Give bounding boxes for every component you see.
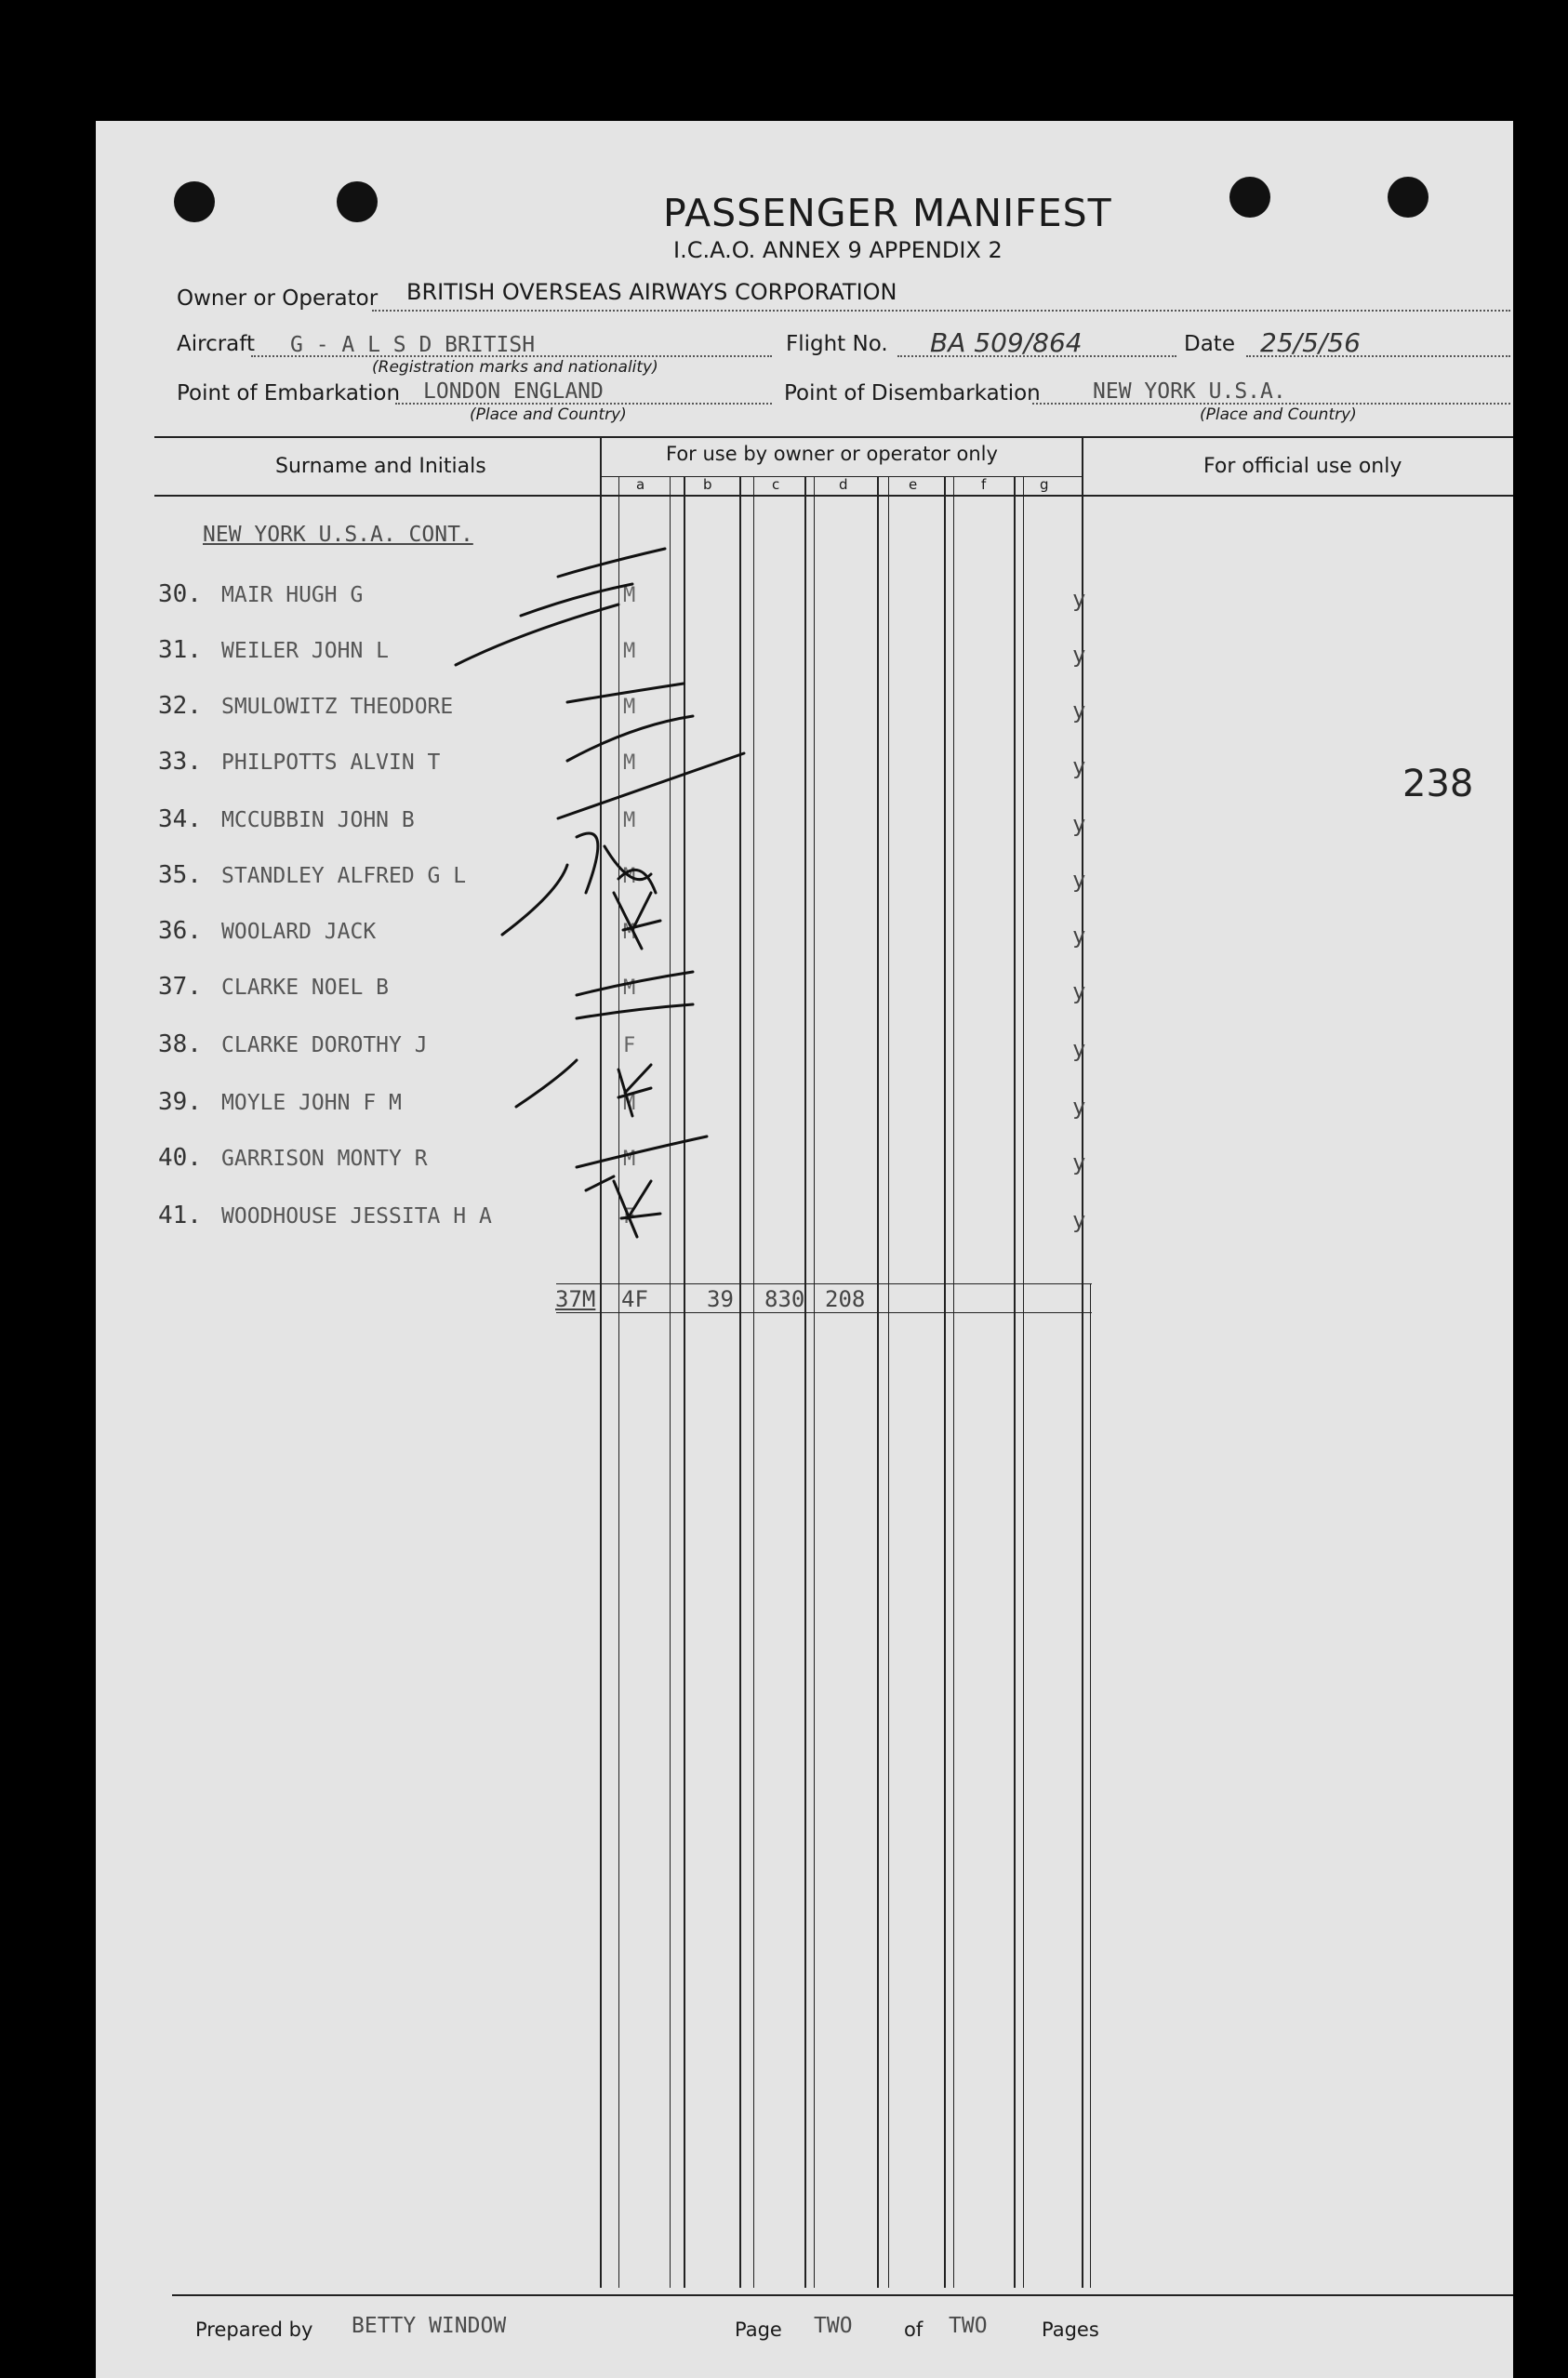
- totals-bottom-rule: [556, 1312, 1092, 1313]
- row-number: 33.: [158, 748, 202, 776]
- passenger-sex: M: [623, 1148, 636, 1171]
- passenger-sex: F: [623, 1205, 636, 1229]
- document-title: PASSENGER MANIFEST: [663, 191, 1112, 235]
- column-g-mark: y: [1072, 923, 1086, 949]
- subcol-e: e: [909, 476, 918, 493]
- passenger-name: WOOLARD JACK: [221, 920, 377, 944]
- passenger-name: CLARKE DOROTHY J: [221, 1033, 428, 1057]
- subcol-c: c: [772, 476, 780, 493]
- total-b: 39: [707, 1286, 734, 1312]
- prepared-value: BETTY WINDOW: [352, 2314, 507, 2338]
- col-surname-header: Surname and Initials: [275, 455, 486, 478]
- passenger-name: MAIR HUGH G: [221, 583, 364, 607]
- passenger-sex: M: [623, 640, 636, 663]
- row-number: 34.: [158, 805, 202, 833]
- passenger-name: WEILER JOHN L: [221, 639, 390, 663]
- passenger-name: PHILPOTTS ALVIN T: [221, 751, 441, 775]
- total-c: 830: [764, 1286, 805, 1312]
- subcol-a: a: [636, 476, 645, 493]
- column-g-mark: y: [1072, 867, 1086, 893]
- passenger-name: CLARKE NOEL B: [221, 976, 390, 1000]
- col-official-header: For official use only: [1203, 455, 1402, 478]
- owner-label: Owner or Operator: [177, 286, 379, 311]
- row-number: 31.: [158, 636, 202, 664]
- passenger-name: MCCUBBIN JOHN B: [221, 808, 415, 832]
- flight-value: BA 509/864: [930, 327, 1083, 358]
- pages-label: Pages: [1042, 2318, 1099, 2341]
- aircraft-value: G - A L S D BRITISH: [290, 333, 536, 357]
- footer-rule: [172, 2294, 1513, 2296]
- passenger-name: STANDLEY ALFRED G L: [221, 864, 467, 888]
- disembark-value: NEW YORK U.S.A.: [1093, 379, 1286, 404]
- passenger-sex: M: [623, 696, 636, 719]
- flight-label: Flight No.: [786, 332, 888, 356]
- disembark-note: (Place and Country): [1200, 405, 1357, 424]
- row-number: 32.: [158, 692, 202, 720]
- passenger-name: SMULOWITZ THEODORE: [221, 695, 454, 719]
- passenger-sex: M: [623, 751, 636, 775]
- aircraft-label: Aircraft: [177, 332, 255, 356]
- total-female: 4F: [621, 1286, 648, 1312]
- column-g-mark: y: [1072, 697, 1086, 724]
- totals-top-rule: [556, 1283, 1092, 1284]
- aircraft-note: (Registration marks and nationality): [372, 358, 658, 377]
- row-number: 41.: [158, 1202, 202, 1229]
- passenger-sex: M: [623, 921, 636, 944]
- subcol-g: g: [1040, 476, 1049, 493]
- page-label: Page: [735, 2318, 782, 2341]
- owner-value: BRITISH OVERSEAS AIRWAYS CORPORATION: [406, 279, 897, 305]
- row-number: 37.: [158, 973, 202, 1001]
- embark-label: Point of Embarkation: [177, 381, 401, 405]
- row-number: 40.: [158, 1144, 202, 1172]
- col-owner-header: For use by owner or operator only: [666, 443, 998, 465]
- document-subtitle: I.C.A.O. ANNEX 9 APPENDIX 2: [673, 237, 1003, 263]
- subcol-f: f: [981, 476, 987, 493]
- passenger-sex: M: [623, 809, 636, 832]
- section-heading: NEW YORK U.S.A. CONT.: [203, 523, 473, 547]
- row-number: 36.: [158, 917, 202, 945]
- row-number: 35.: [158, 861, 202, 889]
- date-label: Date: [1184, 332, 1235, 356]
- column-g-mark: y: [1072, 1094, 1086, 1120]
- of-label: of: [904, 2318, 924, 2341]
- column-g-mark: y: [1072, 1149, 1086, 1176]
- passenger-name: WOODHOUSE JESSITA H A: [221, 1204, 492, 1229]
- subcol-b: b: [703, 476, 712, 493]
- column-g-mark: y: [1072, 1036, 1086, 1062]
- passenger-name: GARRISON MONTY R: [221, 1147, 428, 1171]
- column-g-mark: y: [1072, 1207, 1086, 1233]
- embark-note: (Place and Country): [470, 405, 627, 424]
- passenger-sex: F: [623, 1034, 636, 1057]
- row-number: 30.: [158, 580, 202, 608]
- column-g-mark: y: [1072, 642, 1086, 668]
- column-g-mark: y: [1072, 586, 1086, 612]
- of-value: TWO: [949, 2314, 988, 2338]
- official-page-number: 238: [1402, 763, 1474, 805]
- disembark-label: Point of Disembarkation: [784, 381, 1041, 405]
- prepared-label: Prepared by: [195, 2318, 313, 2341]
- total-male: 37M: [555, 1286, 596, 1312]
- row-number: 38.: [158, 1030, 202, 1058]
- column-g-mark: y: [1072, 811, 1086, 837]
- row-number: 39.: [158, 1088, 202, 1116]
- passenger-sex: M: [623, 584, 636, 607]
- passenger-name: MOYLE JOHN F M: [221, 1091, 402, 1115]
- column-g-mark: y: [1072, 978, 1086, 1004]
- total-d: 208: [825, 1286, 866, 1312]
- passenger-sex: M: [623, 1092, 636, 1115]
- date-value: 25/5/56: [1260, 327, 1361, 358]
- subcol-d: d: [839, 476, 848, 493]
- passenger-sex: M: [623, 976, 636, 1000]
- embark-value: LONDON ENGLAND: [423, 379, 604, 404]
- passenger-sex: M: [623, 865, 636, 888]
- page-value: TWO: [814, 2314, 853, 2338]
- column-g-mark: y: [1072, 753, 1086, 779]
